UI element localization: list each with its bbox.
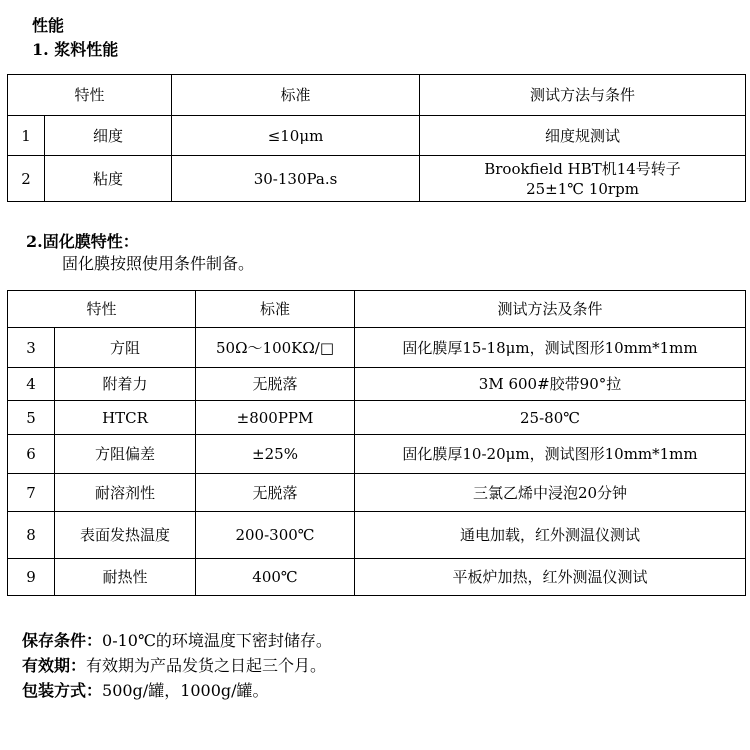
table-row — [8, 435, 746, 474]
header-method: 测试方法与条件 — [420, 75, 746, 116]
row-property: 方阻偏差 — [55, 435, 196, 474]
table-header-row — [8, 291, 746, 328]
row-number: 4 — [8, 368, 55, 401]
section2-subtitle: 固化膜按照使用条件制备。 — [62, 254, 255, 273]
row-number: 5 — [8, 401, 55, 435]
header-property: 特性 — [8, 75, 172, 116]
row-property: 耐热性 — [55, 559, 196, 596]
row-standard: 无脱落 — [196, 474, 355, 512]
packaging — [22, 678, 269, 703]
table-row — [8, 368, 746, 401]
table-row — [8, 116, 746, 156]
row-standard: ±25% — [196, 435, 355, 474]
cured-film-properties-table — [7, 290, 746, 596]
row-method: 固化膜厚10-20μm，测试图形10mm*1mm — [355, 435, 746, 474]
section1-heading: 1. 浆料性能 — [32, 40, 119, 59]
row-method — [420, 156, 746, 202]
row-property: 耐溶剂性 — [55, 474, 196, 512]
shelf-life-text: 有效期为产品发货之日起三个月。 — [86, 656, 327, 675]
row-method: 固化膜厚15-18μm，测试图形10mm*1mm — [355, 328, 746, 368]
row-number: 2 — [8, 156, 45, 202]
row-number: 9 — [8, 559, 55, 596]
page-title: 性能 — [32, 16, 65, 35]
row-standard: 400℃ — [196, 559, 355, 596]
row-number: 1 — [8, 116, 45, 156]
row-standard: 50Ω～100KΩ/□ — [196, 328, 355, 368]
header-method: 测试方法及条件 — [355, 291, 746, 328]
table-row — [8, 156, 746, 202]
table-header-row — [8, 75, 746, 116]
storage-text: 0-10℃的环境温度下密封储存。 — [102, 631, 332, 650]
row-number: 3 — [8, 328, 55, 368]
row-standard: 无脱落 — [196, 368, 355, 401]
shelf-life — [22, 653, 326, 678]
row-property: 细度 — [45, 116, 172, 156]
table-row — [8, 559, 746, 596]
row-property: 表面发热温度 — [55, 512, 196, 559]
row-standard: 200-300℃ — [196, 512, 355, 559]
row-standard: ≤10μm — [172, 116, 420, 156]
row-property: HTCR — [55, 401, 196, 435]
row-method: 3M 600#胶带90°拉 — [355, 368, 746, 401]
row-method: 细度规测试 — [420, 116, 746, 156]
row-property: 方阻 — [55, 328, 196, 368]
row-number: 6 — [8, 435, 55, 474]
packaging-text: 500g/罐，1000g/罐。 — [102, 681, 269, 700]
slurry-properties-table — [7, 74, 746, 202]
header-property: 特性 — [8, 291, 196, 328]
table-row — [8, 512, 746, 559]
table-row — [8, 474, 746, 512]
packaging-label: 包装方式： — [22, 681, 103, 700]
method-line-2: 25±1℃ 10rpm — [526, 179, 639, 198]
row-number: 7 — [8, 474, 55, 512]
row-method: 平板炉加热，红外测温仪测试 — [355, 559, 746, 596]
row-method: 25-80℃ — [355, 401, 746, 435]
row-property: 粘度 — [45, 156, 172, 202]
row-standard: 30-130Pa.s — [172, 156, 420, 202]
header-standard: 标准 — [172, 75, 420, 116]
row-number: 8 — [8, 512, 55, 559]
row-method: 三氯乙烯中浸泡20分钟 — [355, 474, 746, 512]
storage-conditions — [22, 628, 332, 653]
shelf-life-label: 有效期： — [22, 656, 87, 675]
row-method: 通电加载，红外测温仪测试 — [355, 512, 746, 559]
row-standard: ±800PPM — [196, 401, 355, 435]
table-row — [8, 401, 746, 435]
storage-label: 保存条件： — [22, 631, 103, 650]
row-property: 附着力 — [55, 368, 196, 401]
table-row — [8, 328, 746, 368]
method-line-1: Brookfield HBT机14号转子 — [484, 159, 681, 178]
section2-heading: 2.固化膜特性： — [26, 232, 139, 251]
header-standard: 标准 — [196, 291, 355, 328]
